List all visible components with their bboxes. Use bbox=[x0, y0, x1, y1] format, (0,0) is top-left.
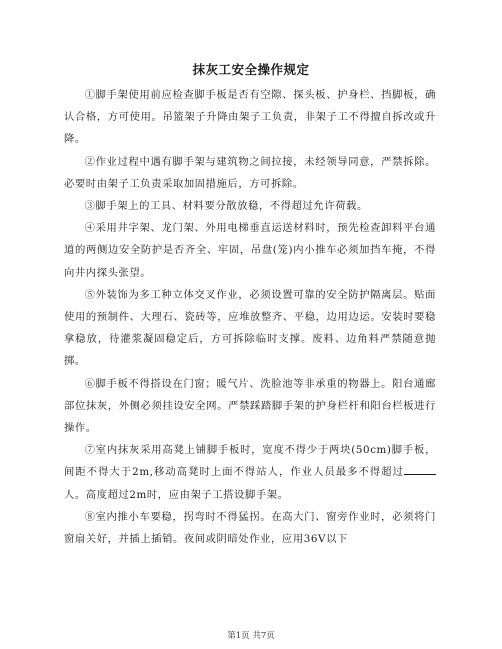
document-body bbox=[64, 84, 436, 550]
paragraph-7-text-before: ⑦室内抹灰采用高凳上铺脚手板时，宽度不得少于两块(50cm)脚手板，间距不得大于2m,移动高凳时上面不得站人，作业人员最多不得超过 bbox=[64, 444, 436, 479]
paragraph-3: ③脚手架上的工具、材料要分散放稳，不得超过允许荷载。 bbox=[84, 200, 368, 213]
paragraph-8: ⑧室内推小车要稳，拐弯时不得猛拐。在高大门、窗旁作业时，必须将门窗扇关好，并插上插销。夜间或阴暗处作业，应用36V以下 bbox=[64, 510, 436, 546]
fill-in-blank bbox=[404, 463, 436, 475]
paragraph-4: ④采用井字架、龙门架、外用电梯垂直运送材料时，预先检查卸料平台通道的两侧边安全防护是否齐全、牢固，吊盘(笼)内小推车必须加挡车掩，不得向井内探头张望。 bbox=[64, 222, 436, 279]
document-title: 抹灰工安全操作规定 bbox=[192, 62, 310, 77]
paragraph-1: ①脚手架使用前应检查脚手板是否有空隙、探头板、护身栏、挡脚板，确认合格，方可使用。吊篮架子升降由架子工负责，非架子工不得擅自拆改或升降。 bbox=[64, 89, 436, 146]
paragraph-5: ⑤外装饰为多工种立体交叉作业，必须设置可靠的安全防护隔离层。贴面使用的预制件、大理石、瓷砖等，应堆放整齐、平稳，边用边运。安装时要稳拿稳放，待灌浆凝固稳定后，方可拆除临时支撑。废料、边角料严禁随意抛掷。 bbox=[64, 288, 436, 368]
paragraph-6: ⑥脚手板不得搭设在门窗；暖气片、洗脸池等非承重的物器上。阳台通廊部位抹灰，外侧必须挂设安全网。严禁踩踏脚手架的护身栏杆和阳台栏板进行操作。 bbox=[64, 377, 436, 435]
page-number-footer: 第1页 共7页 bbox=[227, 631, 275, 641]
paragraph-7-text-after: 人。高度超过2m时，应由架子工搭设脚手架。 bbox=[64, 488, 289, 501]
paragraph-2: ②作业过程中遇有脚手架与建筑物之间拉接，未经领导同意，严禁拆除。必要时由架子工负责采取加固措施后，方可拆除。 bbox=[64, 155, 436, 190]
paragraph-7 bbox=[64, 439, 436, 506]
